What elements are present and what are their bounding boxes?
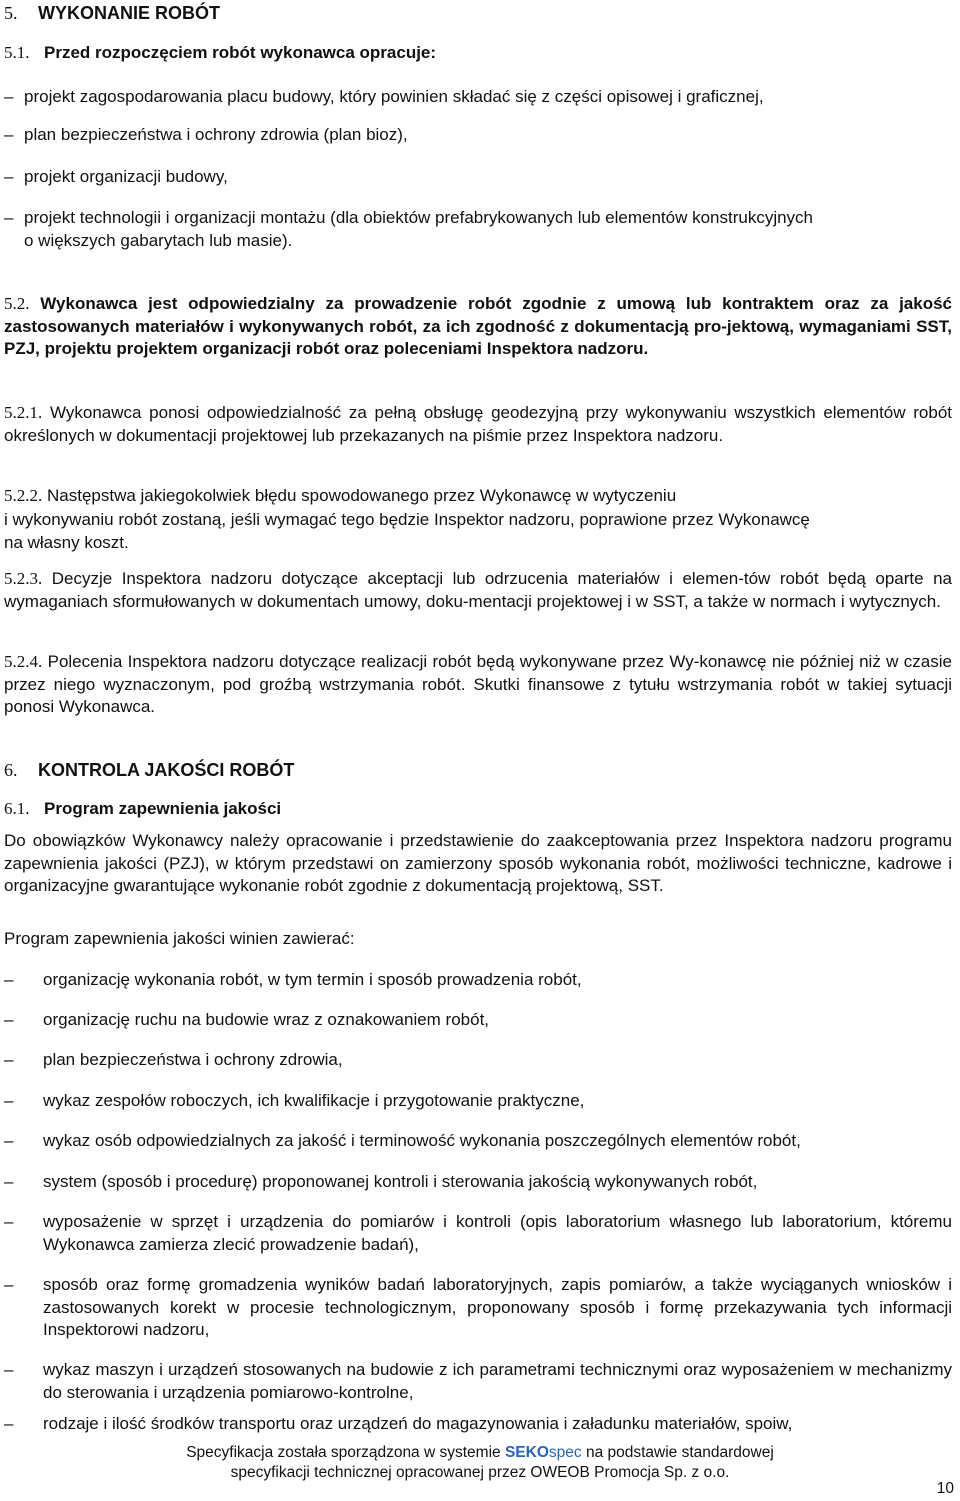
- section-heading: [4, 759, 294, 782]
- paragraph-5-2: [4, 293, 952, 361]
- list-item-text: projekt organizacji budowy,: [24, 167, 228, 186]
- dash-bullet: –: [4, 167, 14, 186]
- section-number: 6.: [4, 760, 18, 780]
- paragraph-5-2-2: [4, 485, 952, 555]
- list-item: [4, 1211, 952, 1256]
- logo-spec: spec: [548, 1444, 582, 1461]
- paragraph-text: Do obowiązków Wykonawcy należy opracowanie i przedstawienie do zaakceptowania przez Inspektora nadzoru programu zapewnienia jakości (PZJ), w którym przedstawi on zamierzony sposób wykonania robót, możliwości techniczne, kadrowe i organizacyjne gwarantujące wykonanie robót zgodnie z dokumentacją projektową, SST.: [4, 831, 952, 895]
- list-item: [4, 1413, 952, 1436]
- list-item-text: rodzaje i ilość środków transportu oraz urządzeń do magazynowania i załadunku materiałów, spoiw,: [43, 1414, 793, 1433]
- logo-seko: SEKO: [504, 1444, 549, 1461]
- sekospec-logo: [505, 1444, 582, 1461]
- list-item: [4, 207, 952, 252]
- paragraph-text: Polecenia Inspektora nadzoru dotyczące realizacji robót będą wykonywane przez Wy-konawcę nie później niż w czasie przez niego wyznaczonym, pod groźbą wstrzymania robót. Skutki finansowe z tytułu wstrzymania robót w takiej sytuacji ponosi Wykonawca.: [4, 652, 952, 716]
- dash-bullet: –: [4, 1414, 14, 1433]
- list-item-text: projekt zagospodarowania placu budowy, który powinien składać się z części opisowej i graficznej,: [24, 87, 764, 106]
- list-item: [4, 1049, 952, 1072]
- list-item-text: sposób oraz formę gromadzenia wyników badań laboratoryjnych, zapis pomiarów, a także wyciąganych wniosków i zastosowanych korekt w procesie technologicznym, proponowany sposób i formę przekazywania tych informacji Inspektorowi nadzoru,: [43, 1275, 952, 1339]
- paragraph: [4, 830, 952, 898]
- dash-bullet: –: [4, 1050, 14, 1069]
- list-item-text: system (sposób i procedurę) proponowanej kontroli i sterowania jakością wykonywanych robót,: [43, 1172, 758, 1191]
- list-item: [4, 1274, 952, 1342]
- subsection-number: 6.1.: [4, 799, 30, 818]
- paragraph-number: 5.2.2.: [4, 486, 43, 505]
- footer-text-line2: specyfikacji technicznej opracowanej przez OWEOB Promocja Sp. z o.o.: [230, 1464, 730, 1481]
- subsection-heading: [4, 42, 436, 65]
- dash-bullet: –: [4, 1091, 14, 1110]
- dash-bullet: –: [4, 1275, 14, 1294]
- list-item-text: wykaz maszyn i urządzeń stosowanych na budowie z ich parametrami technicznymi oraz wyposażeniem w mechanizmy do sterowania i urządzenia pomiarowo-kontrolne,: [43, 1360, 952, 1402]
- list-item: [4, 166, 952, 189]
- list-item: [4, 1171, 952, 1194]
- paragraph-text: Decyzje Inspektora nadzoru dotyczące akceptacji lub odrzucenia materiałów i elemen-tów robót będą oparte na wymaganiach sformułowanych w dokumentach umowy, doku-mentacji projektowej i w SST, a także w normach i wytycznych.: [4, 569, 952, 611]
- dash-bullet: –: [4, 1212, 14, 1231]
- list-item-text: wyposażenie w sprzęt i urządzenia do pomiarów i kontroli (opis laboratorium własnego lub laboratorium, któremu Wykonawca zamierza zlecić prowadzenie badań),: [43, 1212, 952, 1254]
- dash-bullet: –: [4, 1131, 14, 1150]
- dash-bullet: –: [4, 1172, 14, 1191]
- dash-bullet: –: [4, 970, 14, 989]
- list-item-text: plan bezpieczeństwa i ochrony zdrowia,: [43, 1050, 343, 1069]
- section-number: 5.: [4, 3, 18, 23]
- dash-bullet: –: [4, 208, 14, 227]
- list-item: [4, 124, 952, 147]
- list-item-text: wykaz osób odpowiedzialnych za jakość i terminowość wykonania poszczególnych elementów robót,: [43, 1131, 801, 1150]
- section-title: KONTROLA JAKOŚCI ROBÓT: [38, 760, 295, 780]
- list-item-text: projekt technologii i organizacji montażu (dla obiektów prefabrykowanych lub elementów konstrukcyjnych: [24, 208, 814, 227]
- footer-text: Specyfikacja została sporządzona w systemie: [186, 1444, 501, 1461]
- paragraph-5-2-4: [4, 651, 952, 719]
- paragraph-number: 5.2.1.: [4, 403, 43, 422]
- subsection-heading: [4, 798, 281, 821]
- list-item: [4, 1090, 952, 1113]
- paragraph-5-2-3: [4, 568, 952, 613]
- dash-bullet: –: [4, 125, 14, 144]
- footer-text: na podstawie standardowej: [585, 1444, 774, 1461]
- dash-bullet: –: [4, 87, 14, 106]
- list-item-text-continued: o większych gabarytach lub masie).: [24, 230, 293, 250]
- paragraph-number: 5.2.: [4, 294, 30, 313]
- list-item-text: organizację wykonania robót, w tym termin i sposób prowadzenia robót,: [43, 970, 582, 989]
- paragraph: [4, 928, 952, 951]
- paragraph-5-2-1: [4, 402, 952, 447]
- page-footer: [0, 1443, 960, 1483]
- list-item: [4, 969, 952, 992]
- subsection-title: Program zapewnienia jakości: [44, 799, 282, 818]
- section-heading: [4, 2, 220, 25]
- paragraph-number: 5.2.4.: [4, 652, 43, 671]
- paragraph-text: Następstwa jakiegokolwiek błędu spowodowanego przez Wykonawcę w wytyczeniu: [46, 486, 677, 505]
- list-item: [4, 1130, 952, 1153]
- paragraph-number: 5.2.3.: [4, 569, 43, 588]
- list-item: [4, 1009, 952, 1032]
- paragraph-text-line: i wykonywaniu robót zostaną, jeśli wymagać tego będzie Inspektor nadzoru, poprawione przez Wykonawcę: [4, 509, 810, 529]
- list-item-text: wykaz zespołów roboczych, ich kwalifikacje i przygotowanie praktyczne,: [43, 1091, 585, 1110]
- list-item: [4, 1359, 952, 1404]
- list-item-text: plan bezpieczeństwa i ochrony zdrowia (plan bioz),: [24, 125, 408, 144]
- dash-bullet: –: [4, 1360, 14, 1379]
- paragraph-text-line: na własny koszt.: [4, 533, 129, 552]
- list-item: [4, 86, 952, 109]
- subsection-title: Przed rozpoczęciem robót wykonawca opracuje:: [44, 43, 437, 62]
- page-number: 10: [936, 1480, 954, 1497]
- paragraph-text: Wykonawca jest odpowiedzialny za prowadzenie robót zgodnie z umową lub kontraktem oraz za jakość zastosowanych materiałów i wykonywanych robót, za ich zgodność z dokumentacją pro-jektową, wymaganiami SST, PZJ, projektu projektem organizacji robót oraz poleceniami Inspektora nadzoru.: [4, 294, 952, 358]
- list-item-text: organizację ruchu na budowie wraz z oznakowaniem robót,: [43, 1010, 490, 1029]
- subsection-number: 5.1.: [4, 43, 30, 62]
- section-title: WYKONANIE ROBÓT: [38, 3, 220, 23]
- paragraph-text: Program zapewnienia jakości winien zawierać:: [4, 929, 355, 948]
- dash-bullet: –: [4, 1010, 14, 1029]
- paragraph-text: Wykonawca ponosi odpowiedzialność za pełną obsługę geodezyjną przy wykonywaniu wszystkich elementów robót określonych w dokumentacji projektowej lub przekazanych na piśmie przez Inspektora nadzoru.: [4, 403, 952, 445]
